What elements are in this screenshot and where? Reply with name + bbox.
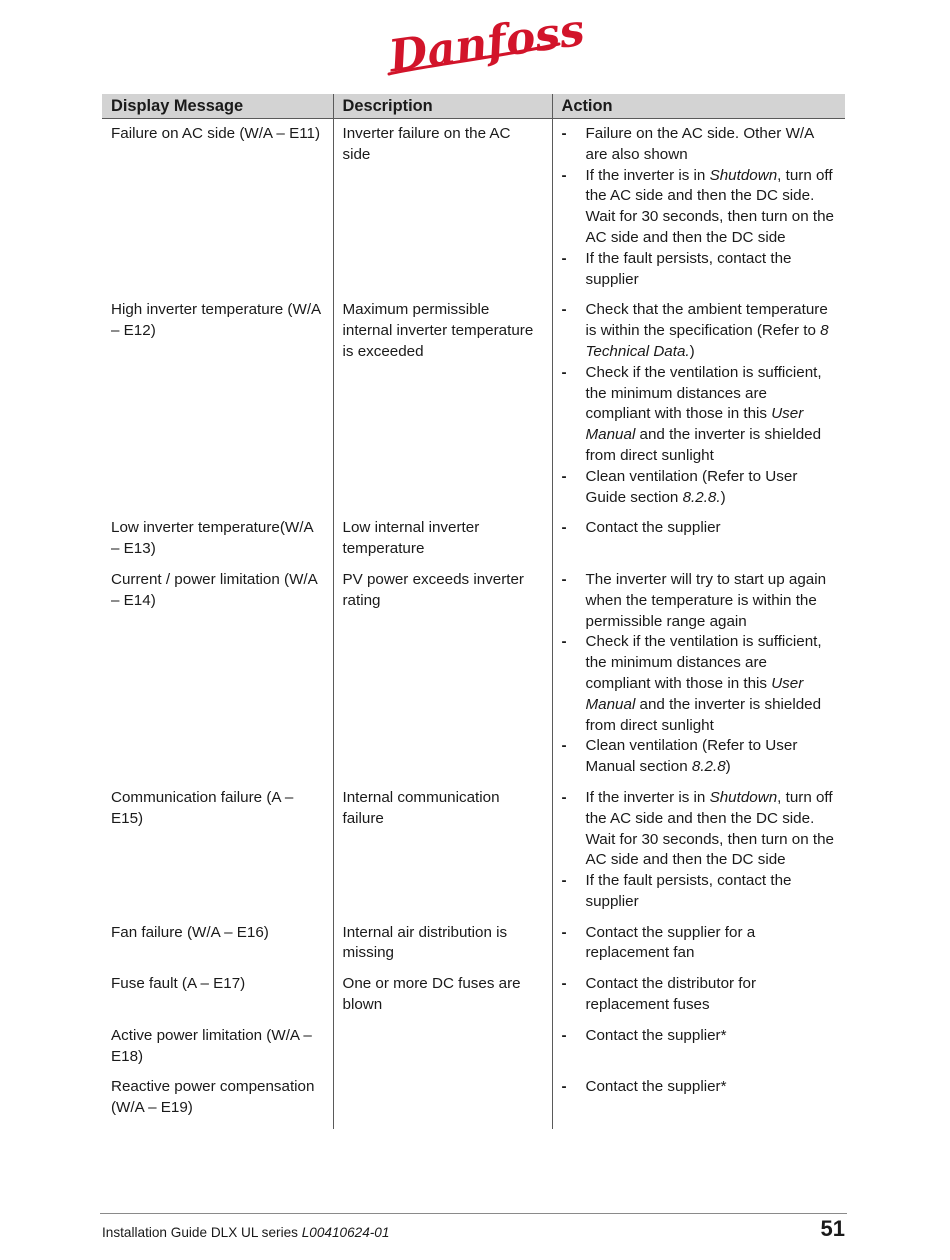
action-text: , turn off the AC side and then the DC side. Wait for 30 seconds, then turn on the AC side and then the DC side	[585, 166, 834, 246]
action-list	[562, 570, 836, 778]
action-text: Clean ventilation (Refer to User Guide section	[585, 467, 798, 506]
header-action: Action	[552, 94, 845, 119]
header-description: Description	[333, 94, 552, 119]
action-cell	[552, 570, 845, 788]
action-text: If the inverter is in	[585, 788, 710, 806]
action-text: The inverter will try to start up again when the temperature is within the permissible range again	[585, 570, 827, 630]
action-cell	[552, 1026, 845, 1078]
footer-divider	[100, 1213, 847, 1214]
display-message-cell: Fan failure (W/A – E16)	[111, 923, 269, 941]
display-message-cell: High inverter temperature (W/A – E12)	[111, 301, 321, 340]
action-cell	[552, 974, 845, 1026]
action-list	[562, 1026, 836, 1047]
display-message-cell: Failure on AC side (W/A – E11)	[111, 125, 321, 142]
description-cell	[333, 1026, 552, 1078]
action-text: If the fault persists, contact the supplier	[585, 249, 792, 288]
action-text: Clean ventilation (Refer to User Manual section	[585, 737, 798, 776]
action-text: Contact the distributor for replacement fuses	[585, 975, 757, 1014]
action-cell	[552, 300, 845, 518]
action-cell	[552, 788, 845, 923]
footer-guide-title	[102, 1225, 389, 1240]
description-cell	[333, 1077, 552, 1129]
table-row	[102, 518, 845, 570]
action-list	[562, 124, 836, 290]
action-text: Contact the supplier*	[585, 1078, 727, 1096]
action-item	[576, 518, 836, 539]
action-list	[562, 1077, 836, 1098]
description-cell: Maximum permissible internal inverter temperature is exceeded	[333, 300, 552, 518]
action-text: )	[689, 342, 695, 360]
action-list	[562, 788, 836, 913]
action-item	[576, 249, 836, 291]
error-message-table	[102, 94, 845, 1129]
description-cell: PV power exceeds inverter rating	[333, 570, 552, 788]
action-list	[562, 300, 836, 508]
display-message-cell: Active power limitation (W/A – E18)	[111, 1026, 312, 1065]
action-item	[576, 1026, 836, 1047]
action-item	[576, 1077, 836, 1098]
action-reference: 8.2.8	[691, 758, 726, 776]
action-item	[576, 570, 836, 632]
action-text: Failure on the AC side. Other W/A are also shown	[585, 125, 814, 163]
footer-doc-number: L00410624-01	[301, 1225, 390, 1240]
action-reference: 8.2.8.	[682, 488, 721, 506]
table-row	[102, 788, 845, 923]
table-row	[102, 923, 845, 975]
action-text: , turn off the AC side and then the DC side. Wait for 30 seconds, then turn on the AC side and then the DC side	[585, 788, 834, 869]
display-message-cell: Communication failure (A – E15)	[111, 788, 294, 827]
action-cell	[552, 923, 845, 975]
action-item	[576, 923, 836, 965]
action-text: Contact the supplier for a replacement fan	[585, 923, 756, 962]
description-cell: Low internal inverter temperature	[333, 518, 552, 570]
display-message-cell: Fuse fault (A – E17)	[111, 975, 246, 993]
display-message-cell: Reactive power compensation (W/A – E19)	[111, 1078, 315, 1117]
action-text: Contact the supplier*	[585, 1026, 727, 1044]
action-list	[562, 518, 836, 539]
action-list	[562, 923, 836, 965]
action-text: Check if the ventilation is sufficient, the minimum distances are compliant with those in this	[585, 363, 822, 423]
action-text: and the inverter is shielded from direct sunlight	[585, 426, 822, 464]
danfoss-logo	[383, 4, 588, 83]
header-display-message: Display Message	[102, 94, 333, 119]
table-row	[102, 1026, 845, 1078]
action-item	[576, 974, 836, 1016]
table-row	[102, 300, 845, 518]
action-item	[576, 736, 836, 778]
action-item	[576, 166, 836, 249]
action-text: Check that the ambient temperature is within the specification (Refer to	[585, 301, 828, 340]
action-reference: 8 Technical Data.	[585, 322, 829, 360]
action-text: If the inverter is in	[585, 166, 710, 184]
action-text: )	[720, 488, 726, 506]
action-reference: User Manual	[585, 674, 804, 713]
description-cell: One or more DC fuses are blown	[333, 974, 552, 1026]
table-row	[102, 570, 845, 788]
table-row	[102, 974, 845, 1026]
action-text: If the fault persists, contact the supplier	[585, 872, 792, 910]
action-reference: Shutdown	[709, 166, 778, 184]
footer-guide-name: Installation Guide DLX UL series	[102, 1225, 302, 1240]
action-item	[576, 632, 836, 736]
action-cell	[552, 119, 845, 301]
action-item	[576, 467, 836, 509]
action-cell	[552, 518, 845, 570]
action-item	[576, 363, 836, 467]
page-number: 51	[820, 1216, 845, 1241]
display-message-cell: Current / power limitation (W/A – E14)	[111, 570, 317, 609]
action-text: and the inverter is shielded from direct sunlight	[585, 695, 822, 734]
display-message-cell: Low inverter temperature(W/A – E13)	[111, 519, 313, 558]
svg-text:Danfoss: Danfoss	[385, 4, 588, 83]
table-header-row	[102, 94, 845, 119]
table-row	[102, 1077, 845, 1129]
action-text: Contact the supplier	[585, 519, 721, 537]
description-cell: Inverter failure on the AC side	[333, 119, 552, 301]
description-cell: Internal air distribution is missing	[333, 923, 552, 975]
table-row	[102, 119, 845, 301]
action-item	[576, 788, 836, 871]
action-list	[562, 974, 836, 1016]
action-item	[576, 300, 836, 362]
action-cell	[552, 1077, 845, 1129]
description-cell: Internal communication failure	[333, 788, 552, 923]
action-reference: User Manual	[585, 405, 804, 444]
action-text: Check if the ventilation is sufficient, the minimum distances are compliant with those in this	[585, 633, 822, 692]
action-item	[576, 871, 836, 913]
action-item	[576, 124, 836, 166]
action-reference: Shutdown	[709, 788, 778, 806]
action-text: )	[725, 758, 731, 776]
